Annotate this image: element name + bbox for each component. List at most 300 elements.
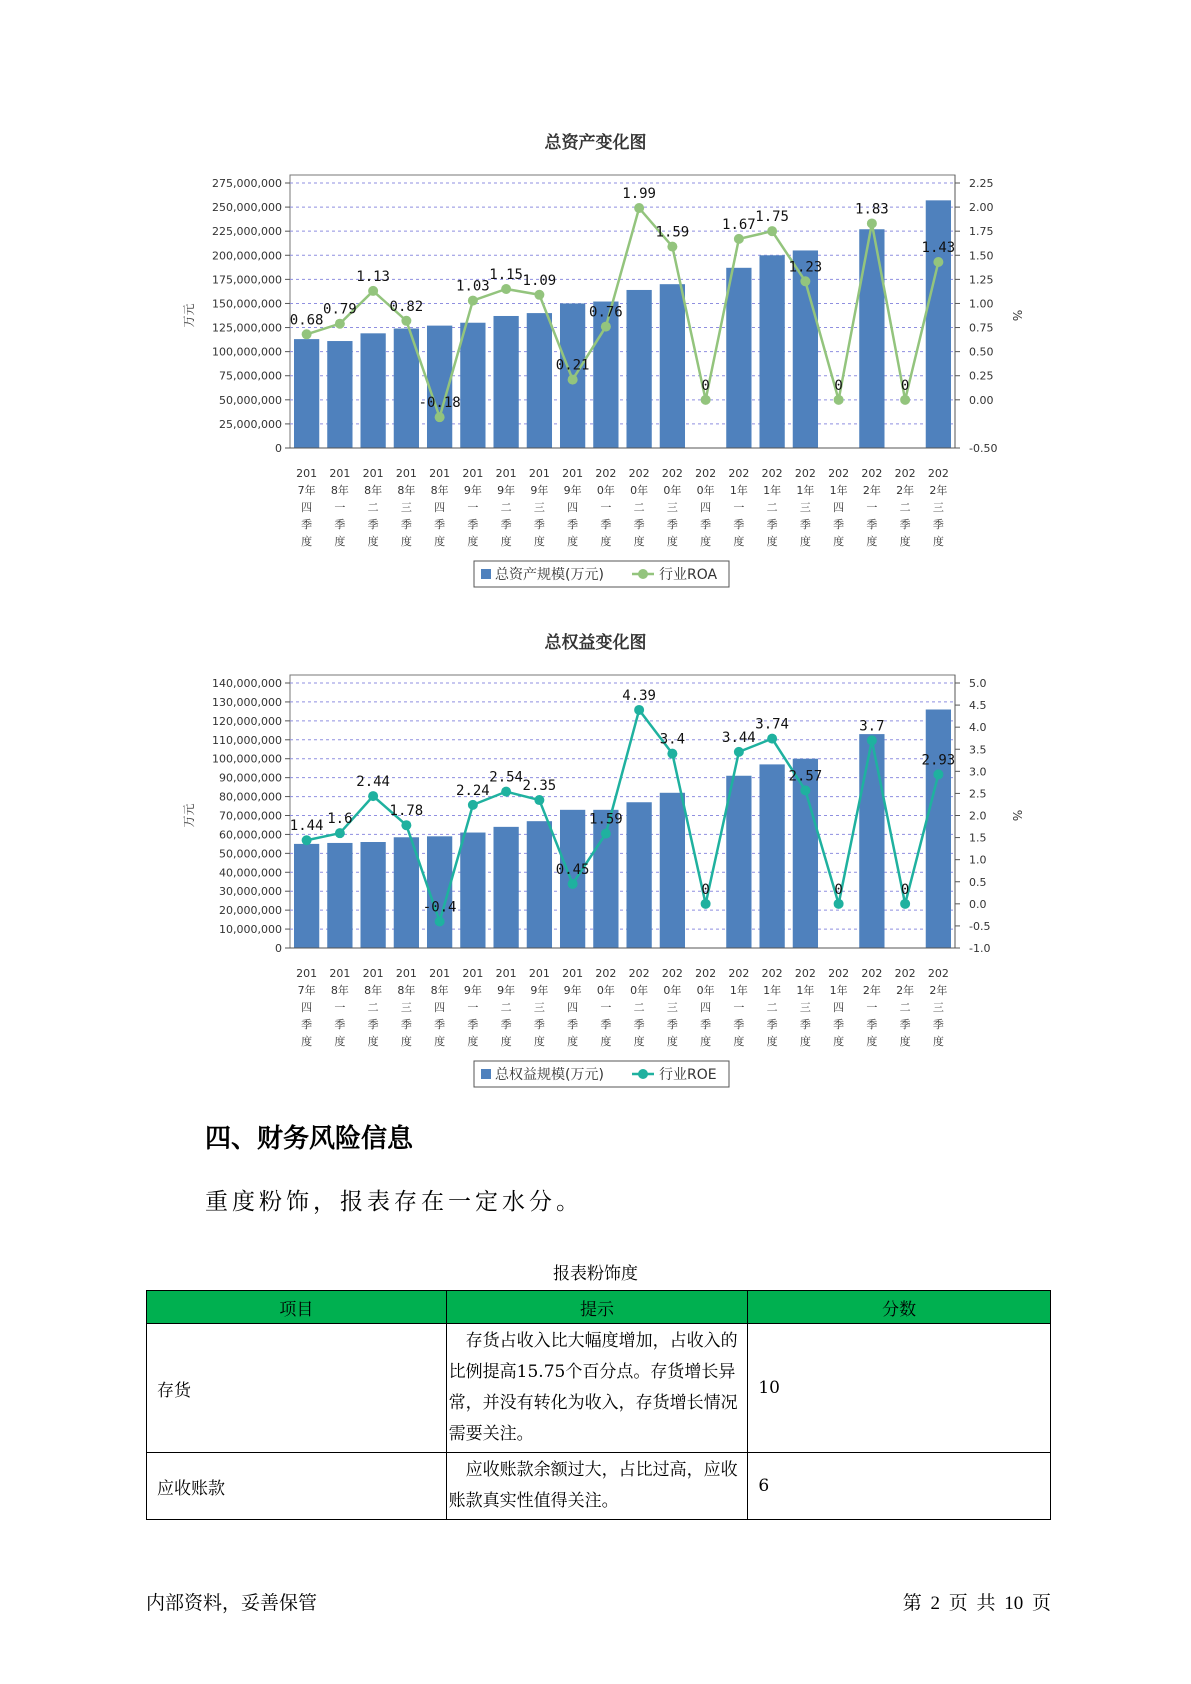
y-tick-label: 80,000,000 [219,790,282,804]
line-point [368,791,378,801]
line-point [501,787,511,797]
x-tick-label: 季 [799,1018,811,1031]
y-tick-label: 50,000,000 [219,847,282,861]
x-tick-label: 202 [695,967,717,980]
bar [360,333,385,448]
x-tick-label: 二 [367,1001,379,1014]
x-tick-label: 二 [500,501,512,514]
x-tick-label: 一 [467,1001,479,1014]
x-tick-label: 9年 [563,984,582,997]
line-point [933,769,943,779]
y-tick-label: 100,000,000 [212,345,282,359]
x-tick-label: 季 [367,1018,379,1031]
x-tick-label: 1年 [729,484,748,497]
x-tick-label: 季 [866,518,878,531]
x-tick-label: 201 [528,467,550,480]
data-label: 1.03 [456,278,490,295]
x-tick-label: 度 [400,1035,412,1048]
x-tick-label: 季 [700,518,712,531]
x-tick-label: 季 [633,518,645,531]
x-tick-label: 2年 [862,484,881,497]
x-tick-label: 1年 [763,484,782,497]
y-tick-label: 100,000,000 [212,752,282,766]
bar [759,255,784,448]
y2-tick-label: 1.0 [969,853,987,867]
y2-tick-label: 2.25 [969,177,994,190]
y-tick-label: 0 [275,942,282,955]
x-tick-label: 一 [866,501,878,514]
line-point [701,899,711,909]
x-tick-label: 度 [367,535,379,548]
data-label: 2.24 [456,782,490,799]
y2-tick-label: 2.0 [969,809,987,823]
x-tick-label: 季 [666,1018,678,1031]
x-tick-label: 2年 [929,484,948,497]
y-axis-label: 万元 [182,803,196,828]
line-point [734,234,744,244]
bar [327,843,352,948]
data-label: 1.83 [855,201,889,218]
data-label: 1.23 [788,259,823,276]
x-tick-label: 1年 [763,984,782,997]
line-point [734,747,744,757]
line-point [767,734,777,744]
y-tick-label: 90,000,000 [219,771,282,785]
chart-title: 总资产变化图 [544,133,647,153]
x-tick-label: 季 [766,518,778,531]
data-label: 1.09 [522,272,557,289]
table-row [147,1324,1051,1453]
x-tick-label: 202 [728,967,750,980]
x-tick-label: 季 [301,1018,313,1031]
line-point [534,290,544,300]
y-tick-label: 110,000,000 [212,733,282,747]
data-label: 1.15 [489,267,523,283]
bar [294,339,319,448]
legend-bar-swatch [481,569,491,579]
data-label: 4.39 [622,687,656,704]
line-point [468,296,478,306]
x-tick-label: 202 [661,967,683,980]
bar [493,827,518,948]
y2-tick-label: 1.00 [969,297,994,311]
x-tick-label: 季 [367,518,379,531]
line-point [601,322,611,332]
data-label: -0.4 [422,899,457,916]
line-point [302,835,312,845]
x-tick-label: 8年 [397,984,416,997]
row-score: 6 [748,1453,1051,1520]
footer-note: 内部资料，妥善保管 [146,1593,318,1614]
legend-label: 总权益规模(万元) [495,1067,604,1083]
x-tick-label: 度 [666,1035,678,1048]
x-tick-label: 季 [733,518,745,531]
x-tick-label: 8年 [364,484,383,497]
line-point [335,319,345,329]
y2-tick-label: 1.75 [969,225,994,239]
x-tick-label: 202 [761,967,783,980]
x-tick-label: 一 [334,501,346,514]
y2-tick-label: 0.75 [969,321,994,335]
line-point [800,276,810,286]
x-tick-label: 季 [567,1018,579,1031]
x-tick-label: 度 [467,535,479,548]
x-tick-label: 三 [533,501,545,514]
x-tick-label: 季 [334,518,346,531]
x-tick-label: 度 [899,1035,911,1048]
y-tick-label: 60,000,000 [219,828,282,842]
x-tick-label: 201 [429,467,451,480]
x-tick-label: 季 [932,518,944,531]
header-item: 项目 [147,1291,447,1324]
x-tick-label: 三 [932,501,944,514]
data-label: 1.75 [755,209,789,226]
x-tick-label: 201 [296,967,318,980]
y-tick-label: 225,000,000 [212,225,282,239]
x-tick-label: 四 [700,1001,712,1014]
x-tick-label: 8年 [430,484,449,497]
data-label: 0.79 [323,301,357,318]
y-tick-label: 140,000,000 [212,677,282,690]
data-label: 3.44 [722,729,756,746]
data-label: 3.7 [859,718,885,735]
legend-label: 总资产规模(万元) [495,567,604,583]
line-point [634,203,644,213]
bar [527,821,552,948]
bar [493,316,518,448]
y-tick-label: 130,000,000 [212,695,282,709]
y-tick-label: 175,000,000 [212,273,282,287]
x-tick-label: 季 [833,1018,845,1031]
x-tick-label: 202 [628,467,650,480]
x-tick-label: 一 [733,1001,745,1014]
x-tick-label: 9年 [463,984,482,997]
x-tick-label: 季 [899,1018,911,1031]
x-tick-label: 四 [567,501,579,514]
page-number: 第 2 页 共 10 页 [902,1593,1051,1614]
data-label: 1.43 [921,240,956,257]
data-label: 0 [701,881,710,898]
x-tick-label: 度 [733,535,745,548]
x-tick-label: 8年 [397,484,416,497]
x-tick-label: 季 [467,1018,479,1031]
x-tick-label: 0年 [663,984,682,997]
data-label: 0.76 [589,304,623,321]
line-point [401,316,411,326]
x-tick-label: 度 [567,535,579,548]
bar [726,776,751,948]
y-tick-label: 10,000,000 [219,923,282,937]
x-tick-label: 202 [728,467,750,480]
x-tick-label: 度 [467,1035,479,1048]
x-tick-label: 202 [828,967,850,980]
y2-tick-label: 0.25 [969,369,994,383]
x-tick-label: 度 [434,1035,446,1048]
x-tick-label: 二 [899,501,911,514]
x-tick-label: 度 [633,535,645,548]
y-tick-label: 40,000,000 [219,866,282,880]
x-tick-label: 度 [700,1035,712,1048]
x-tick-label: 二 [367,501,379,514]
x-tick-label: 度 [301,1035,313,1048]
x-tick-label: 季 [500,518,512,531]
bar [527,313,552,448]
data-label: 1.67 [722,216,756,233]
x-tick-label: 季 [301,518,313,531]
x-tick-label: 1年 [829,484,848,497]
x-tick-label: 202 [828,467,850,480]
data-label: 3.74 [755,716,789,733]
x-tick-label: 四 [301,501,313,514]
x-tick-label: 2年 [929,984,948,997]
bar [626,290,651,448]
x-tick-label: 度 [334,535,346,548]
x-tick-label: 季 [567,518,579,531]
data-label: -0.18 [418,395,461,412]
bar [759,764,784,948]
data-label: 0.21 [555,357,590,374]
y-tick-label: 0 [275,442,282,455]
x-tick-label: 202 [661,467,683,480]
line-point [667,242,677,252]
y-tick-label: 25,000,000 [219,417,282,431]
y-tick-label: 275,000,000 [212,177,282,190]
line-point [867,735,877,745]
x-tick-label: 1年 [796,484,815,497]
x-tick-label: 9年 [563,484,582,497]
x-tick-label: 度 [533,535,545,548]
y-tick-label: 200,000,000 [212,249,282,263]
line-point [335,828,345,838]
x-tick-label: 季 [866,1018,878,1031]
y2-axis-label: % [1010,309,1024,322]
y2-tick-label: 2.00 [969,201,994,215]
x-tick-label: 四 [567,1001,579,1014]
x-tick-label: 202 [761,467,783,480]
x-tick-label: 度 [766,1035,778,1048]
x-tick-label: 四 [434,1001,446,1014]
y-tick-label: 120,000,000 [212,714,282,728]
x-tick-label: 202 [927,467,949,480]
assets-chart [0,128,1191,598]
y-tick-label: 75,000,000 [219,369,282,383]
y2-tick-label: -0.50 [969,442,998,455]
x-tick-label: 一 [467,501,479,514]
x-tick-label: 0年 [696,984,715,997]
x-tick-label: 度 [899,535,911,548]
data-label: 1.99 [622,186,656,203]
x-tick-label: 季 [766,1018,778,1031]
x-tick-label: 1年 [796,984,815,997]
risk-summary: 重度粉饰，报表存在一定水分。 [205,1189,583,1215]
equity-chart-svg [0,628,1191,1098]
x-tick-label: 201 [562,967,584,980]
x-tick-label: 度 [367,1035,379,1048]
table-header-row [147,1291,1051,1324]
x-tick-label: 0年 [596,984,615,997]
x-tick-label: 202 [894,967,916,980]
x-tick-label: 201 [296,467,318,480]
line-point [601,829,611,839]
x-tick-label: 一 [600,501,612,514]
x-tick-label: 8年 [430,984,449,997]
equity-chart [0,628,1191,1098]
y-tick-label: 150,000,000 [212,297,282,311]
x-tick-label: 9年 [530,484,549,497]
line-point [867,218,877,228]
x-tick-label: 度 [567,1035,579,1048]
x-tick-label: 二 [500,1001,512,1014]
x-tick-label: 度 [833,535,845,548]
x-tick-label: 202 [927,967,949,980]
y-tick-label: 125,000,000 [212,321,282,335]
line-point [634,705,644,715]
x-tick-label: 二 [766,501,778,514]
x-tick-label: 度 [400,535,412,548]
y-tick-label: 30,000,000 [219,885,282,899]
data-label: 1.13 [356,268,390,285]
x-tick-label: 度 [533,1035,545,1048]
x-tick-label: 三 [400,501,412,514]
x-tick-label: 0年 [630,484,649,497]
x-tick-label: 四 [833,501,845,514]
x-tick-label: 季 [700,1018,712,1031]
x-tick-label: 0年 [630,984,649,997]
x-tick-label: 201 [429,967,451,980]
x-tick-label: 1年 [729,984,748,997]
x-tick-label: 度 [633,1035,645,1048]
x-tick-label: 三 [799,501,811,514]
line-point [800,785,810,795]
bar [859,734,884,948]
x-tick-label: 8年 [364,984,383,997]
x-tick-label: 二 [899,1001,911,1014]
x-tick-label: 度 [799,1035,811,1048]
data-label: 1.59 [655,224,690,241]
y2-tick-label: 3.5 [969,743,987,757]
y2-tick-label: 0.50 [969,345,994,359]
data-label: 2.93 [921,752,956,769]
chart-title: 总权益变化图 [544,633,647,653]
x-tick-label: 度 [500,1035,512,1048]
bar [926,200,951,448]
line-point [368,286,378,296]
line-point [435,412,445,422]
header-score: 分数 [748,1291,1051,1324]
x-tick-label: 三 [666,1001,678,1014]
x-tick-label: 度 [866,535,878,548]
x-tick-label: 201 [528,967,550,980]
x-tick-label: 四 [434,501,446,514]
x-tick-label: 度 [301,535,313,548]
x-tick-label: 202 [695,467,717,480]
x-tick-label: 四 [833,1001,845,1014]
x-tick-label: 1年 [829,984,848,997]
line-point [900,395,910,405]
x-tick-label: 四 [700,501,712,514]
data-label: 1.59 [589,811,623,828]
x-tick-label: 季 [899,518,911,531]
x-tick-label: 202 [861,967,883,980]
line-point [933,257,943,267]
bar [859,229,884,448]
y2-tick-label: 0.0 [969,897,987,911]
x-tick-label: 三 [799,1001,811,1014]
x-tick-label: 202 [628,967,650,980]
x-tick-label: 201 [462,467,484,480]
x-tick-label: 季 [600,518,612,531]
y2-tick-label: 1.5 [969,831,987,845]
x-tick-label: 度 [733,1035,745,1048]
x-tick-label: 202 [794,967,816,980]
x-tick-label: 201 [329,467,351,480]
x-tick-label: 季 [600,1018,612,1031]
x-tick-label: 三 [533,1001,545,1014]
x-tick-label: 三 [400,1001,412,1014]
bar [660,284,685,448]
bar [460,833,485,948]
x-tick-label: 9年 [463,484,482,497]
x-tick-label: 202 [861,467,883,480]
x-tick-label: 2年 [896,984,915,997]
data-label: 2.57 [788,768,823,785]
x-tick-label: 7年 [297,484,316,497]
y2-tick-label: 5.0 [969,677,987,690]
x-tick-label: 9年 [497,984,516,997]
legend-bar-swatch [481,1069,491,1079]
row-hint: 存货占收入比大幅度增加，占收入的比例提高15.75个百分点。存货增长异常，并没有转化为收入，存货增长情况需要关注。 [446,1324,748,1453]
line-point [667,749,677,759]
x-tick-label: 度 [600,1035,612,1048]
y-tick-label: 50,000,000 [219,393,282,407]
x-tick-label: 202 [595,967,617,980]
row-hint: 应收账款余额过大，占比过高，应收账款真实性值得关注。 [446,1453,748,1520]
x-tick-label: 度 [334,1035,346,1048]
data-label: 1.6 [327,811,353,828]
y-axis-label: 万元 [182,303,196,328]
bar [560,810,585,948]
x-tick-label: 度 [799,535,811,548]
bar [726,268,751,448]
x-tick-label: 度 [766,535,778,548]
x-tick-label: 季 [833,518,845,531]
x-tick-label: 7年 [297,984,316,997]
line-point [501,284,511,294]
x-tick-label: 季 [733,1018,745,1031]
x-tick-label: 季 [500,1018,512,1031]
x-tick-label: 三 [932,1001,944,1014]
bar [327,341,352,448]
bar [294,844,319,948]
y2-tick-label: 1.25 [969,273,994,287]
x-tick-label: 度 [666,535,678,548]
x-tick-label: 201 [462,967,484,980]
data-label: 0.82 [389,298,424,315]
x-tick-label: 201 [329,967,351,980]
x-tick-label: 度 [866,1035,878,1048]
x-tick-label: 度 [932,1035,944,1048]
bar [360,842,385,948]
row-item: 存货 [147,1324,447,1453]
data-label: 0.45 [555,861,590,878]
data-label: 1.44 [289,818,324,835]
bar [460,323,485,448]
section-heading: 四、财务风险信息 [205,1124,414,1154]
x-tick-label: 三 [666,501,678,514]
x-tick-label: 二 [766,1001,778,1014]
x-tick-label: 201 [495,467,517,480]
x-tick-label: 0年 [696,484,715,497]
